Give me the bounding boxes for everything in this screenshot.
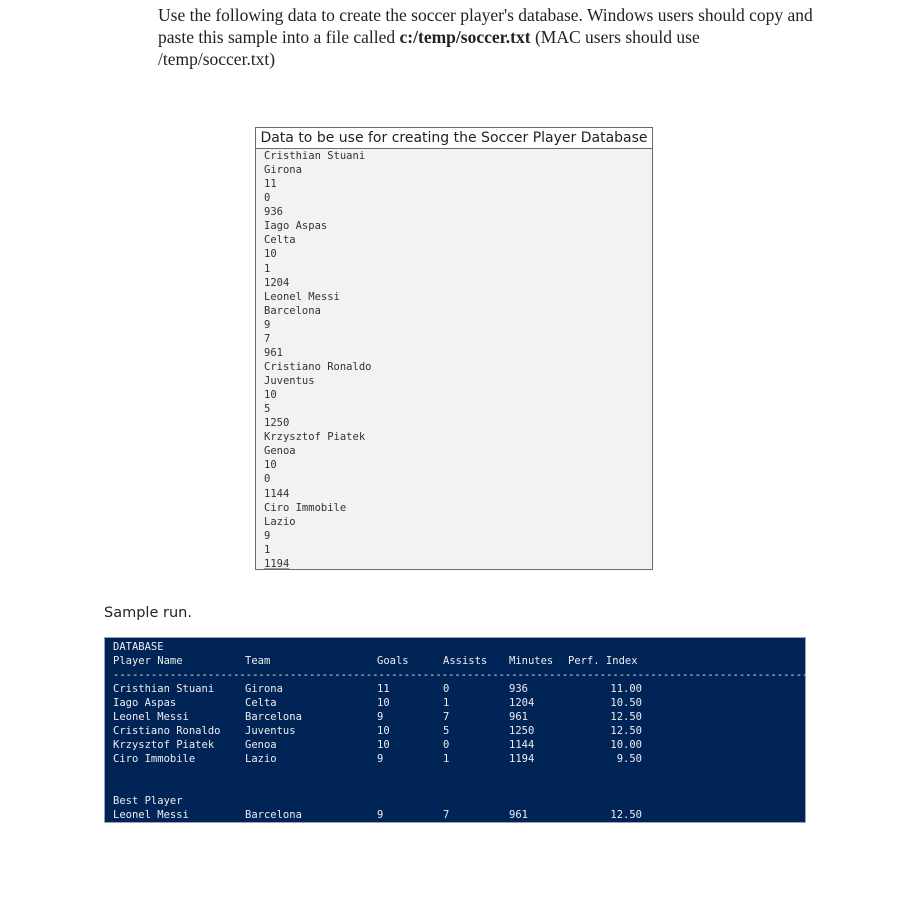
data-box-title: Data to be use for creating the Soccer Player Database	[256, 128, 652, 149]
player-goals: 11	[377, 683, 390, 695]
player-perf-index: 10.50	[610, 697, 642, 709]
col-header-assists: Assists	[443, 655, 488, 667]
data-line: 10	[264, 389, 277, 402]
data-line: Krzysztof Piatek	[264, 431, 366, 444]
data-line: Lazio	[264, 515, 296, 528]
data-line: 0	[264, 192, 271, 205]
console-column-headers	[105, 654, 805, 668]
instructions-paragraph	[158, 4, 818, 70]
data-line: 936	[264, 206, 283, 219]
player-perf-index: 10.00	[610, 739, 642, 751]
player-team: Juventus	[245, 725, 296, 737]
player-perf-index: 12.50	[610, 725, 642, 737]
player-minutes: 1250	[509, 725, 535, 737]
data-line: Barcelona	[264, 304, 321, 317]
data-line: 0	[264, 473, 271, 486]
data-line: Juventus	[264, 375, 315, 387]
best-player-label-row	[105, 794, 805, 808]
data-line: 9	[264, 529, 271, 542]
col-header-minutes: Minutes	[509, 655, 554, 667]
col-header-team: Team	[245, 655, 271, 667]
player-team: Barcelona	[245, 711, 302, 723]
data-line: Cristiano Ronaldo	[264, 360, 372, 373]
player-name: Ciro Immobile	[113, 753, 196, 765]
player-team: Lazio	[245, 753, 277, 765]
data-line: 1	[264, 543, 271, 556]
player-minutes: 961	[509, 711, 528, 723]
player-perf-index: 11.00	[610, 683, 642, 695]
data-line: 1250	[264, 417, 290, 430]
player-minutes: 1194	[509, 753, 535, 765]
player-goals: 10	[377, 739, 390, 751]
table-row	[105, 710, 805, 724]
data-line: 5	[264, 403, 271, 416]
data-lines	[256, 149, 652, 571]
col-header-perf: Perf. Index	[568, 655, 638, 667]
data-line: Genoa	[264, 445, 296, 458]
player-goals: 10	[377, 725, 390, 737]
best-player-row	[105, 808, 805, 822]
best-player-label: Best Player	[113, 795, 183, 807]
console-divider: --------------------------------------------------------------------------------------------------------------	[113, 669, 809, 681]
player-name: Leonel Messi	[113, 711, 189, 723]
soccer-data-box	[255, 127, 653, 570]
player-perf-index: 12.50	[610, 711, 642, 723]
player-minutes: 1204	[509, 697, 535, 709]
player-name: Krzysztof Piatek	[113, 739, 215, 751]
best-player-name: Leonel Messi	[113, 809, 189, 821]
player-goals: 9	[377, 711, 384, 723]
table-row	[105, 738, 805, 752]
data-line: Leonel Messi	[264, 290, 340, 303]
player-assists: 0	[443, 683, 450, 695]
data-line: 961	[264, 346, 283, 359]
windows-file-path: c:/temp/soccer.txt	[399, 27, 531, 47]
table-row	[105, 724, 805, 738]
data-line: 1144	[264, 487, 290, 500]
player-team: Girona	[245, 683, 283, 695]
player-team: Genoa	[245, 739, 277, 751]
player-minutes: 936	[509, 683, 528, 695]
player-perf-index: 9.50	[616, 753, 642, 765]
data-line: 1	[264, 262, 271, 275]
data-line: Girona	[264, 164, 302, 177]
col-header-name: Player Name	[113, 655, 183, 667]
data-line: 9	[264, 318, 271, 331]
player-name: Iago Aspas	[113, 697, 177, 709]
data-line: 1194	[264, 557, 290, 570]
data-line: Celta	[264, 234, 296, 247]
best-player-goals: 9	[377, 809, 384, 821]
data-line: 7	[264, 332, 271, 345]
table-row	[105, 682, 805, 696]
data-line: Cristhian Stuani	[264, 150, 366, 162]
data-line: 1204	[264, 276, 290, 289]
table-row	[105, 696, 805, 710]
player-assists: 7	[443, 711, 450, 723]
player-goals: 9	[377, 753, 384, 765]
best-player-minutes: 961	[509, 809, 528, 821]
player-name: Cristhian Stuani	[113, 683, 215, 695]
player-minutes: 1144	[509, 739, 535, 751]
best-player-team: Barcelona	[245, 809, 302, 821]
player-team: Celta	[245, 697, 277, 709]
player-goals: 10	[377, 697, 390, 709]
sample-run-label: Sample run.	[104, 605, 192, 621]
best-player-assists: 7	[443, 809, 450, 821]
console-output	[104, 637, 809, 823]
player-assists: 1	[443, 697, 450, 709]
data-line: 10	[264, 459, 277, 472]
player-assists: 5	[443, 725, 450, 737]
data-line: 11	[264, 178, 277, 191]
best-player-perf-index: 12.50	[610, 809, 642, 821]
col-header-goals: Goals	[377, 655, 409, 667]
console-heading: DATABASE	[113, 641, 164, 653]
data-line: Iago Aspas	[264, 220, 328, 233]
instructions-lead: Use the following data to create the soccer player's database. Windows users should copy and paste this sample into a file called	[158, 5, 813, 47]
console-heading-row	[105, 640, 805, 654]
data-line: 10	[264, 248, 277, 261]
table-row	[105, 752, 805, 766]
data-line: Ciro Immobile	[264, 501, 347, 514]
player-name: Cristiano Ronaldo	[113, 725, 221, 737]
instructions-trail: (MAC users should use /temp/soccer.txt)	[158, 27, 700, 69]
player-assists: 1	[443, 753, 450, 765]
player-assists: 0	[443, 739, 450, 751]
